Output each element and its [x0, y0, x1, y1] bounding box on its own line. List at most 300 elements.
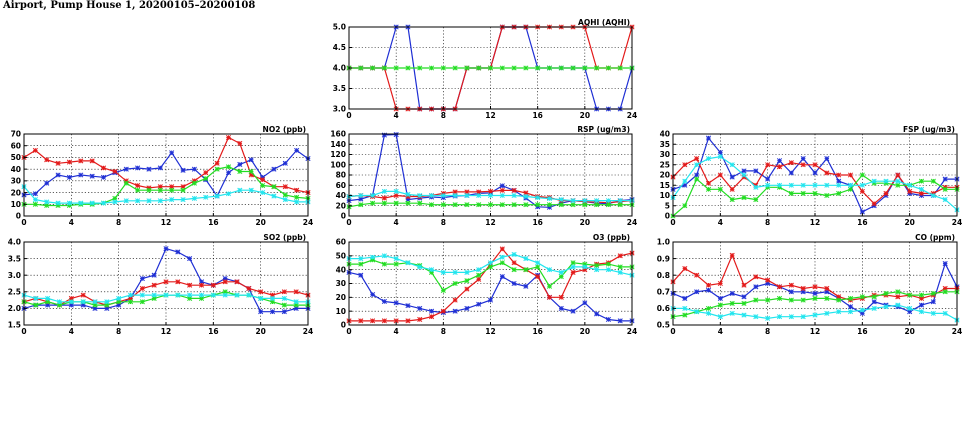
data-point	[789, 191, 793, 195]
data-point	[394, 189, 398, 193]
data-point	[789, 161, 793, 165]
data-point	[359, 319, 363, 323]
data-point	[594, 66, 598, 70]
x-tick-label: 24	[302, 327, 314, 336]
data-point	[282, 310, 286, 314]
data-point	[512, 281, 516, 285]
data-point	[524, 194, 528, 198]
data-point	[45, 158, 49, 162]
data-point	[512, 203, 516, 207]
data-point	[270, 310, 274, 314]
x-tick-label: 16	[857, 218, 868, 227]
y-tick-label: 40	[659, 129, 670, 139]
x-tick-label: 20	[255, 327, 266, 336]
data-point	[169, 188, 173, 192]
data-point	[618, 203, 622, 207]
data-point	[249, 158, 253, 162]
data-point	[418, 265, 422, 269]
data-point	[512, 193, 516, 197]
chart-title: FSP (ug/m3)	[903, 125, 955, 134]
x-tick-label: 0	[670, 218, 676, 227]
data-point	[500, 261, 504, 265]
data-point	[238, 188, 242, 192]
data-point	[282, 296, 286, 300]
data-point	[429, 315, 433, 319]
data-point	[406, 303, 410, 307]
data-point	[848, 296, 852, 300]
y-tick-label: 20	[335, 293, 346, 303]
data-point	[359, 193, 363, 197]
y-tick-label: 2.0	[7, 304, 21, 314]
data-point	[907, 293, 911, 297]
data-point	[382, 299, 386, 303]
data-point	[116, 296, 120, 300]
data-point	[283, 197, 287, 201]
data-point	[247, 293, 251, 297]
data-point	[683, 204, 687, 208]
data-point	[754, 298, 758, 302]
y-tick-label: 0	[15, 211, 21, 221]
data-point	[34, 303, 38, 307]
data-point	[789, 171, 793, 175]
data-point	[618, 66, 622, 70]
data-point	[931, 300, 935, 304]
data-point	[683, 313, 687, 317]
data-point	[394, 132, 398, 136]
data-point	[524, 203, 528, 207]
y-tick-label: 0	[340, 211, 346, 221]
data-point	[453, 309, 457, 313]
data-point	[583, 203, 587, 207]
data-point	[559, 197, 563, 201]
chart-fsp	[660, 125, 963, 227]
data-point	[192, 167, 196, 171]
x-tick-label: 16	[532, 218, 543, 227]
data-point	[683, 306, 687, 310]
data-point	[113, 200, 117, 204]
data-point	[406, 192, 410, 196]
data-point	[801, 286, 805, 290]
data-point	[158, 166, 162, 170]
data-point	[742, 301, 746, 305]
data-point	[429, 66, 433, 70]
data-point	[140, 276, 144, 280]
data-point	[836, 179, 840, 183]
data-point	[429, 267, 433, 271]
data-point	[211, 283, 215, 287]
data-point	[742, 173, 746, 177]
data-point	[235, 293, 239, 297]
data-point	[465, 270, 469, 274]
data-point	[500, 188, 504, 192]
data-point	[535, 195, 539, 199]
data-point	[547, 284, 551, 288]
data-point	[813, 171, 817, 175]
data-point	[56, 173, 60, 177]
data-point	[919, 303, 923, 307]
y-tick-label: 0.6	[656, 304, 670, 314]
y-tick-label: 0	[340, 320, 346, 330]
x-tick-label: 20	[579, 327, 591, 336]
data-point	[694, 177, 698, 181]
data-point	[765, 177, 769, 181]
data-point	[500, 274, 504, 278]
data-point	[81, 293, 85, 297]
data-point	[730, 311, 734, 315]
data-point	[176, 293, 180, 297]
data-point	[813, 313, 817, 317]
data-point	[477, 66, 481, 70]
data-point	[718, 303, 722, 307]
data-point	[488, 203, 492, 207]
y-tick-label: 60	[335, 180, 346, 190]
data-point	[860, 308, 864, 312]
data-point	[211, 293, 215, 297]
data-point	[943, 197, 947, 201]
data-point	[872, 179, 876, 183]
data-point	[583, 301, 587, 305]
y-tick-label: 30	[335, 279, 346, 289]
data-point	[535, 203, 539, 207]
data-point	[418, 201, 422, 205]
data-point	[500, 184, 504, 188]
data-point	[465, 279, 469, 283]
data-point	[406, 261, 410, 265]
data-point	[606, 317, 610, 321]
data-point	[813, 285, 817, 289]
data-point	[618, 254, 622, 258]
data-point	[147, 167, 151, 171]
data-point	[606, 262, 610, 266]
data-point	[187, 293, 191, 297]
data-point	[488, 298, 492, 302]
y-tick-label: 0.5	[656, 320, 670, 330]
data-point	[272, 194, 276, 198]
data-point	[742, 195, 746, 199]
data-point	[406, 201, 410, 205]
data-point	[488, 189, 492, 193]
data-point	[101, 201, 105, 205]
data-point	[465, 66, 469, 70]
data-point	[896, 290, 900, 294]
data-point	[718, 281, 722, 285]
data-point	[164, 293, 168, 297]
data-point	[181, 188, 185, 192]
x-tick-label: 8	[116, 218, 122, 227]
data-point	[559, 306, 563, 310]
data-point	[512, 66, 516, 70]
data-point	[294, 188, 298, 192]
x-tick-label: 4	[68, 327, 74, 336]
data-point	[359, 273, 363, 277]
data-point	[848, 173, 852, 177]
data-point	[571, 309, 575, 313]
data-point	[90, 174, 94, 178]
data-point	[718, 154, 722, 158]
data-point	[765, 278, 769, 282]
data-point	[453, 281, 457, 285]
data-point	[192, 181, 196, 185]
data-point	[943, 261, 947, 265]
data-point	[594, 198, 598, 202]
data-point	[93, 300, 97, 304]
data-point	[135, 166, 139, 170]
data-point	[594, 267, 598, 271]
data-point	[524, 284, 528, 288]
data-point	[500, 193, 504, 197]
data-point	[754, 169, 758, 173]
y-tick-label: 160	[330, 129, 346, 139]
data-point	[777, 315, 781, 319]
data-point	[67, 201, 71, 205]
data-point	[730, 163, 734, 167]
data-point	[836, 183, 840, 187]
data-point	[418, 306, 422, 310]
data-point	[535, 274, 539, 278]
data-point	[135, 199, 139, 203]
data-point	[884, 179, 888, 183]
data-point	[606, 66, 610, 70]
chart-title: CO (ppm)	[915, 233, 955, 242]
data-point	[718, 315, 722, 319]
data-point	[226, 135, 230, 139]
data-point	[429, 309, 433, 313]
data-point	[260, 183, 264, 187]
chart-title: RSP (ug/m3)	[577, 125, 630, 134]
data-point	[57, 300, 61, 304]
y-tick-label: 140	[330, 139, 346, 149]
data-point	[606, 198, 610, 202]
x-tick-label: 16	[208, 327, 219, 336]
data-point	[860, 189, 864, 193]
data-point	[742, 295, 746, 299]
data-point	[559, 270, 563, 274]
data-point	[848, 183, 852, 187]
data-point	[272, 167, 276, 171]
x-tick-label: 20	[904, 327, 915, 336]
y-tick-label: 1.0	[656, 237, 670, 247]
data-point	[283, 193, 287, 197]
data-point	[706, 283, 710, 287]
y-tick-label: 3.5	[7, 254, 21, 264]
x-tick-label: 24	[951, 327, 963, 336]
data-point	[943, 187, 947, 191]
y-tick-label: 30	[659, 150, 670, 160]
y-tick-label: 40	[335, 191, 346, 201]
data-point	[382, 196, 386, 200]
data-point	[500, 255, 504, 259]
data-point	[718, 150, 722, 154]
x-tick-label: 4	[717, 218, 723, 227]
data-point	[765, 298, 769, 302]
data-point	[706, 288, 710, 292]
data-point	[583, 265, 587, 269]
data-point	[754, 285, 758, 289]
y-tick-label: 70	[10, 129, 21, 139]
x-tick-label: 0	[346, 327, 352, 336]
data-point	[249, 188, 253, 192]
data-point	[370, 319, 374, 323]
data-point	[571, 265, 575, 269]
data-point	[140, 293, 144, 297]
data-point	[181, 197, 185, 201]
x-tick-label: 4	[393, 111, 399, 120]
data-point	[931, 179, 935, 183]
y-tick-label: 4.5	[332, 43, 346, 53]
x-tick-label: 24	[626, 218, 638, 227]
y-tick-label: 5.0	[332, 22, 346, 32]
data-point	[559, 274, 563, 278]
data-point	[706, 311, 710, 315]
data-point	[943, 177, 947, 181]
data-point	[441, 270, 445, 274]
data-point	[943, 290, 947, 294]
data-point	[441, 309, 445, 313]
data-point	[777, 296, 781, 300]
data-point	[706, 187, 710, 191]
data-point	[571, 270, 575, 274]
data-point	[618, 198, 622, 202]
data-point	[754, 315, 758, 319]
x-tick-label: 8	[765, 218, 771, 227]
y-tick-label: 4.0	[7, 237, 21, 247]
data-point	[777, 165, 781, 169]
data-point	[394, 193, 398, 197]
data-point	[260, 177, 264, 181]
data-point	[512, 252, 516, 256]
x-tick-label: 20	[579, 218, 591, 227]
data-point	[282, 290, 286, 294]
data-point	[907, 183, 911, 187]
x-tick-label: 16	[532, 327, 543, 336]
data-point	[258, 296, 262, 300]
data-point	[730, 187, 734, 191]
data-point	[801, 315, 805, 319]
data-point	[453, 203, 457, 207]
data-point	[90, 201, 94, 205]
data-point	[477, 193, 481, 197]
data-point	[730, 253, 734, 257]
data-point	[825, 156, 829, 160]
data-point	[547, 267, 551, 271]
chart-so2	[8, 233, 314, 336]
data-point	[836, 310, 840, 314]
data-point	[441, 288, 445, 292]
data-point	[742, 313, 746, 317]
data-point	[33, 192, 37, 196]
data-point	[101, 175, 105, 179]
data-point	[594, 263, 598, 267]
data-point	[730, 197, 734, 201]
data-point	[135, 183, 139, 187]
x-tick-label: 20	[579, 111, 591, 120]
x-tick-label: 12	[485, 218, 496, 227]
data-point	[943, 311, 947, 315]
x-tick-label: 24	[626, 327, 638, 336]
data-point	[777, 158, 781, 162]
data-point	[33, 148, 37, 152]
data-point	[813, 163, 817, 167]
data-point	[359, 203, 363, 207]
data-point	[418, 317, 422, 321]
x-tick-label: 24	[626, 111, 638, 120]
data-point	[176, 250, 180, 254]
x-tick-label: 24	[302, 218, 314, 227]
x-tick-label: 0	[21, 327, 27, 336]
x-tick-label: 8	[440, 218, 446, 227]
data-point	[571, 261, 575, 265]
data-point	[813, 183, 817, 187]
data-point	[406, 319, 410, 323]
data-point	[825, 311, 829, 315]
data-point	[535, 66, 539, 70]
data-point	[226, 192, 230, 196]
y-tick-label: 60	[10, 141, 21, 151]
y-tick-label: 0.7	[656, 287, 670, 297]
x-tick-label: 12	[809, 218, 821, 227]
data-point	[706, 136, 710, 140]
data-point	[872, 295, 876, 299]
data-point	[488, 265, 492, 269]
y-tick-label: 50	[335, 251, 346, 261]
page-title: Airport, Pump House 1, 20200105–20200108	[3, 0, 256, 11]
data-point	[465, 193, 469, 197]
data-point	[204, 170, 208, 174]
data-point	[931, 193, 935, 197]
data-point	[594, 312, 598, 316]
data-point	[223, 280, 227, 284]
data-point	[441, 66, 445, 70]
data-point	[718, 173, 722, 177]
data-point	[382, 66, 386, 70]
data-point	[907, 189, 911, 193]
data-point	[524, 267, 528, 271]
data-point	[270, 296, 274, 300]
data-point	[113, 169, 117, 173]
data-point	[706, 156, 710, 160]
x-tick-label: 12	[485, 111, 496, 120]
data-point	[872, 306, 876, 310]
x-tick-label: 0	[670, 327, 676, 336]
data-point	[382, 189, 386, 193]
data-point	[683, 163, 687, 167]
data-point	[453, 270, 457, 274]
y-tick-label: 40	[10, 164, 21, 174]
data-point	[453, 298, 457, 302]
data-point	[789, 183, 793, 187]
x-tick-label: 0	[346, 111, 352, 120]
data-point	[69, 300, 73, 304]
data-point	[294, 195, 298, 199]
data-point	[465, 287, 469, 291]
data-point	[199, 283, 203, 287]
data-point	[907, 306, 911, 310]
data-point	[524, 256, 528, 260]
data-point	[535, 261, 539, 265]
data-point	[801, 163, 805, 167]
y-tick-label: 3.0	[332, 104, 346, 114]
data-point	[825, 286, 829, 290]
data-point	[382, 319, 386, 323]
data-point	[535, 265, 539, 269]
data-point	[884, 191, 888, 195]
data-point	[801, 156, 805, 160]
y-tick-label: 80	[335, 170, 346, 180]
data-point	[283, 161, 287, 165]
data-point	[559, 295, 563, 299]
data-point	[618, 265, 622, 269]
data-point	[128, 293, 132, 297]
